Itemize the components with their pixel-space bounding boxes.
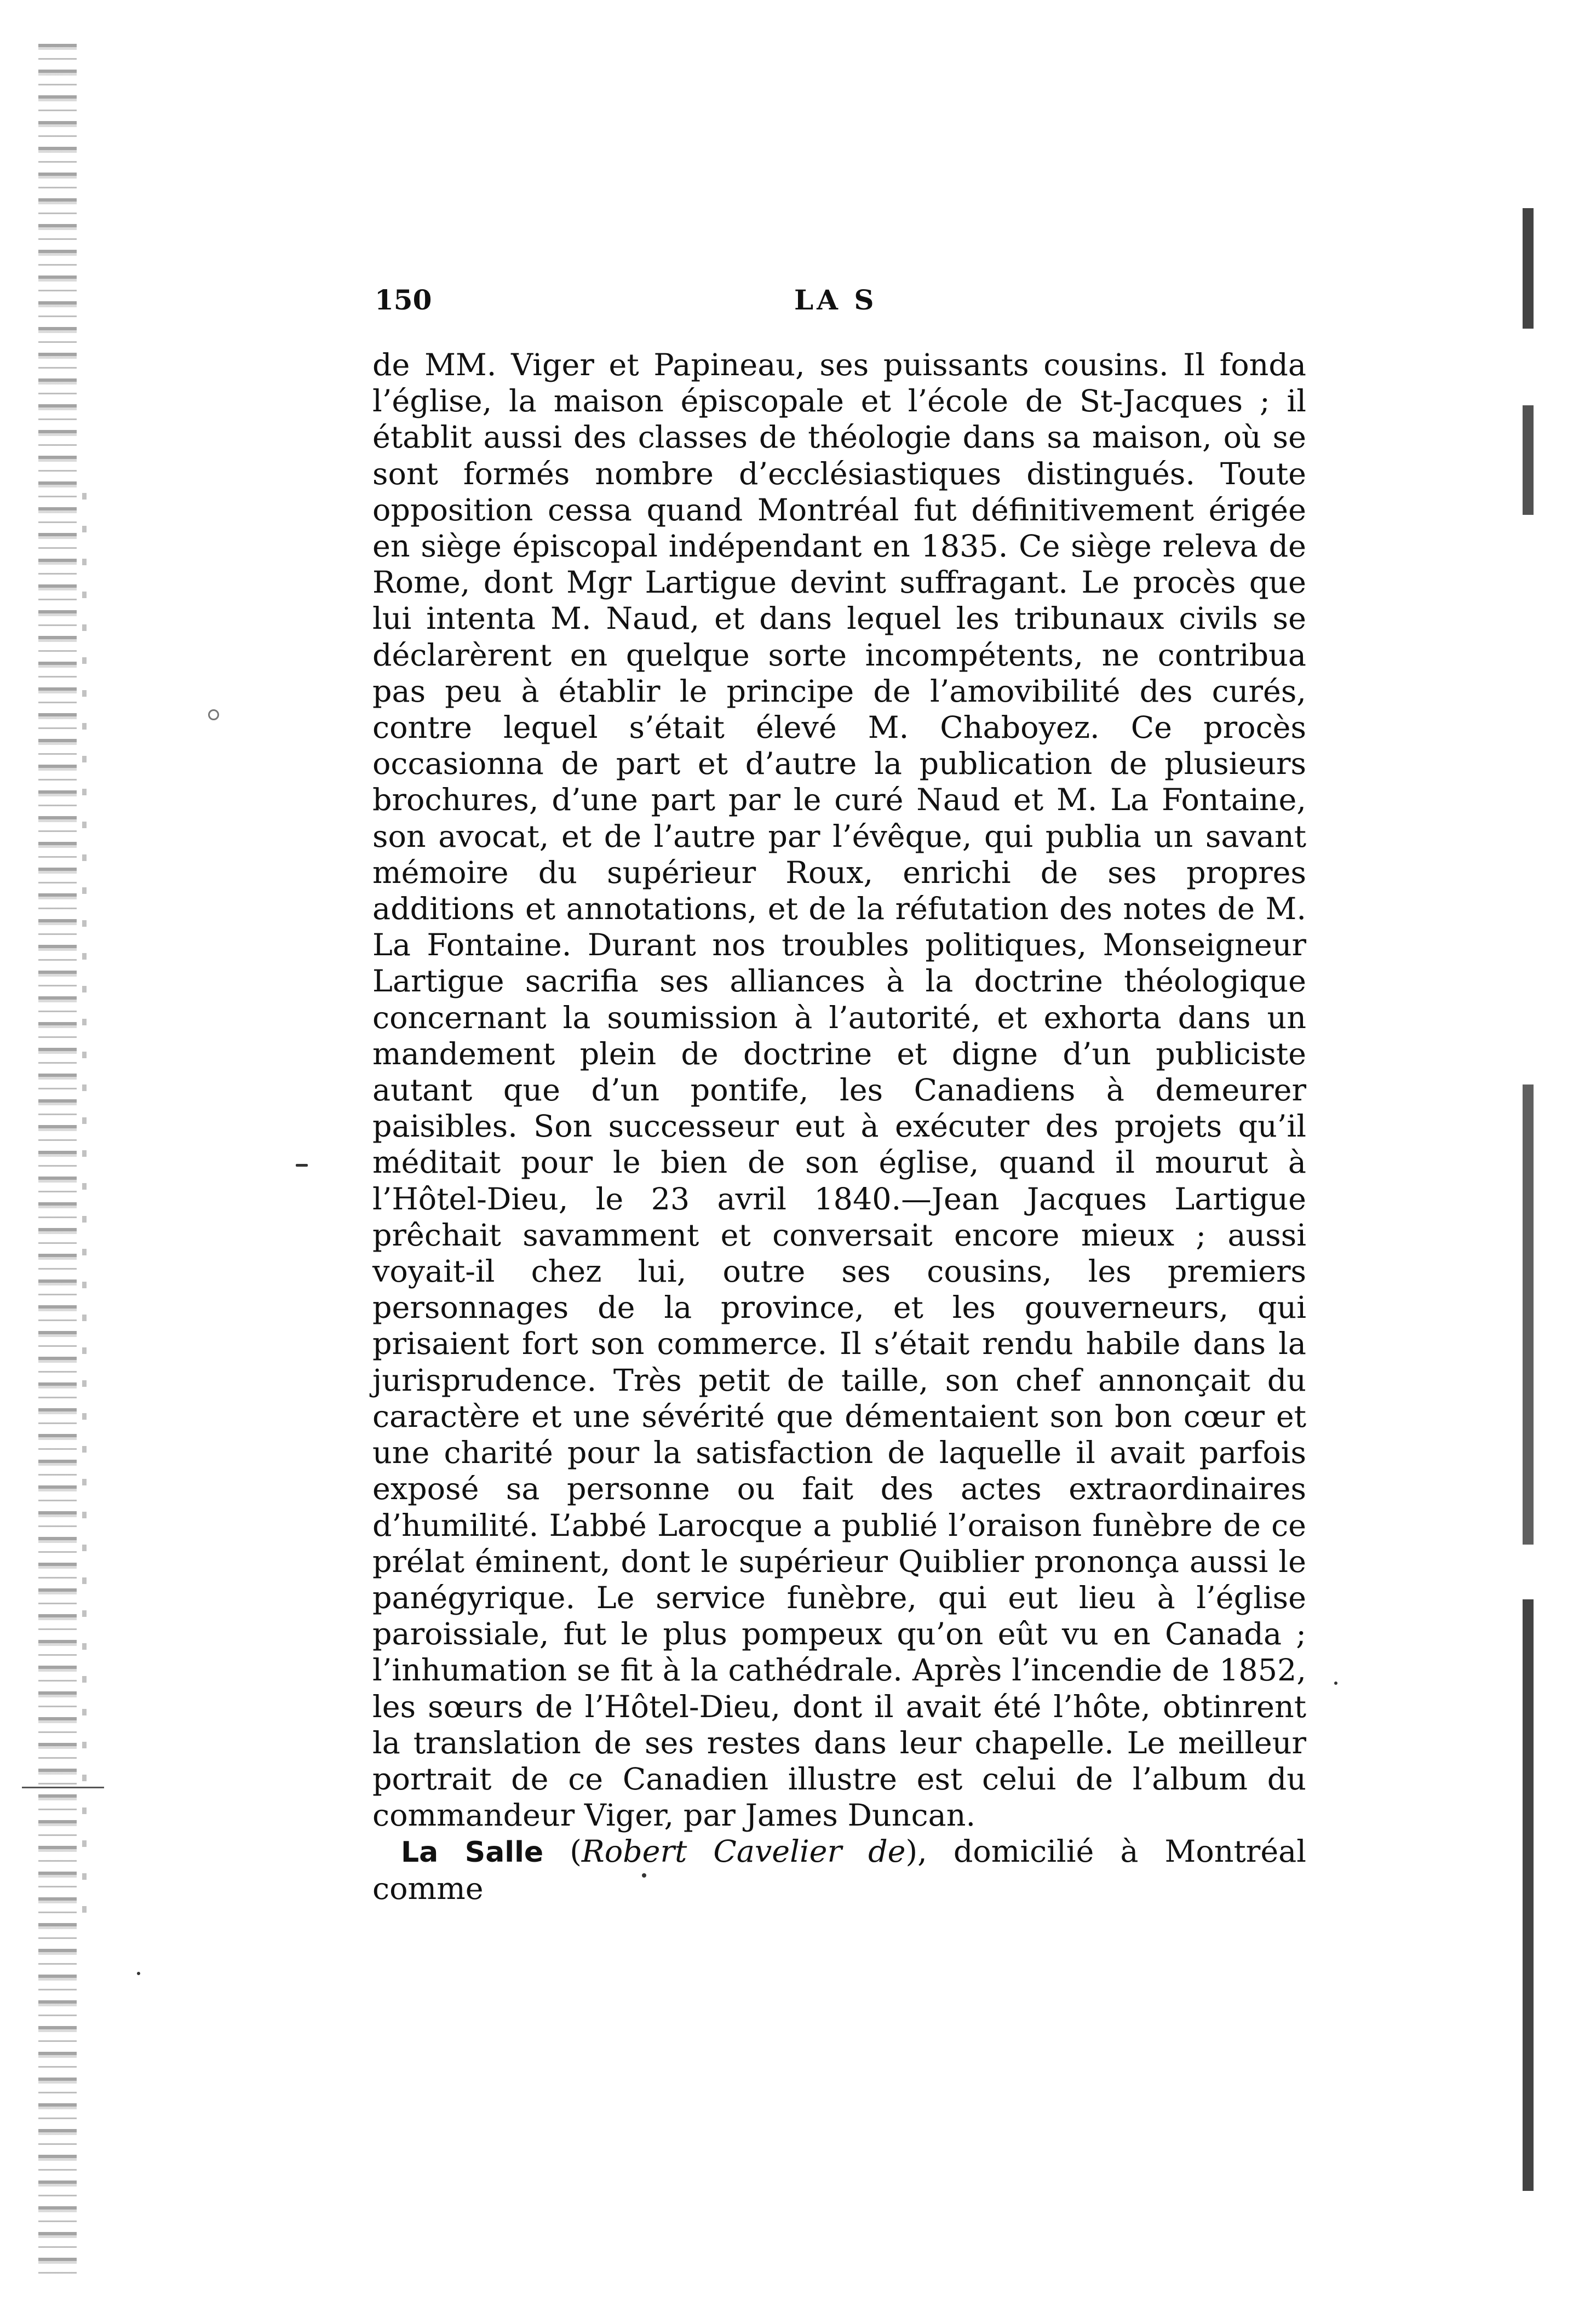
entry-paren-close: ), xyxy=(905,1834,954,1870)
body-paragraph: de MM. Viger et Papineau, ses puissants cousins. Il fonda l’église, la maison épiscopale et l’école de St-Jacques ; il établit aussi des classes de théologie dans sa maison, où se sont formés nombre d’ecclésiastiques distingués. Toute opposition cessa quand Montréal fut définitivement érigée en siège épiscopal indépendant en 1835. Ce siège releva de Rome, dont Mgr Lartigue devint suffragant. Le procès que lui intenta M. Naud, et dans lequel les tribunaux civils se déclarèrent en quelque sorte incompétents, ne contribua pas peu à établir le principe de l’amovibilité des curés, contre lequel s’était élevé M. Chaboyez. Ce procès occasionna de part et d’autre la publication de plusieurs brochures, d’une part par le curé Naud et M. La Fontaine, son avocat, et de l’autre par l’évêque, qui publia un savant mémoire du supérieur Roux, enrichi de ses propres additions et annotations, et de la réfutation des notes de M. La Fontaine. Durant nos troubles politiques, Monseigneur Lartigue sacrifia ses alliances à la doctrine théologique concernant la soumission à l’autorité, et exhorta dans un mandement plein de doctrine et digne d’un publiciste autant que d’un pontife, les Canadiens à demeurer paisibles. Son successeur eut à exécuter des projets qu’il méditait pour le bien de son église, quand il mourut à l’Hôtel-Dieu, le 23 avril 1840.—Jean Jacques Lartigue prêchait savamment et conversait encore mieux ; aussi voyait-il chez lui, outre ses cousins, les premiers personnages de la province, et les gouverneurs, qui prisaient fort son commerce. Il s’était rendu habile dans la jurisprudence. Très petit de taille, son chef annonçait du caractère et une sévérité que démentaient son bon cœur et une charité pour la satisfaction de laquelle il avait parfois exposé sa personne ou fait des actes extraordinaires d’humilité. L’abbé Larocque a publié l’oraison funèbre de ce prélat éminent, dont le supérieur Quiblier prononça aussi le panégyrique. Le service funèbre, qui eut lieu à l’église paroissiale, fut le plus pompeux qu’on eût vu en Canada ; l’inhumation se fit à la cathédrale. Après l’incendie de 1852, les sœurs de l’Hôtel-Dieu, dont il avait été l’hôte, obtinrent la translation de ses restes dans leur chapelle. Le meilleur portrait de ce Canadien illustre est celui de l’album du commandeur Viger, par James Duncan. xyxy=(372,347,1306,1834)
book-page xyxy=(372,274,1306,1907)
entry-paren-open: ( xyxy=(543,1834,582,1870)
speck xyxy=(296,1164,308,1167)
page-number: 150 xyxy=(375,284,432,316)
scan-edge-left xyxy=(38,44,77,2279)
speck xyxy=(1334,1682,1337,1685)
running-head: LA S xyxy=(794,284,877,316)
scan-edge-right xyxy=(1523,120,1534,2191)
speck xyxy=(208,709,219,720)
speck xyxy=(137,1972,140,1975)
entry-headword: La Salle xyxy=(401,1836,544,1869)
entry-text: domicilié à Montréal comme xyxy=(372,1834,1307,1907)
entry-given-name: Robert Cavelier de xyxy=(581,1834,906,1870)
entry-paragraph xyxy=(372,1834,1306,1907)
page-header xyxy=(372,274,1306,323)
scan-edge-left-streak xyxy=(82,493,87,1917)
scan-margin-rule xyxy=(22,1787,104,1788)
